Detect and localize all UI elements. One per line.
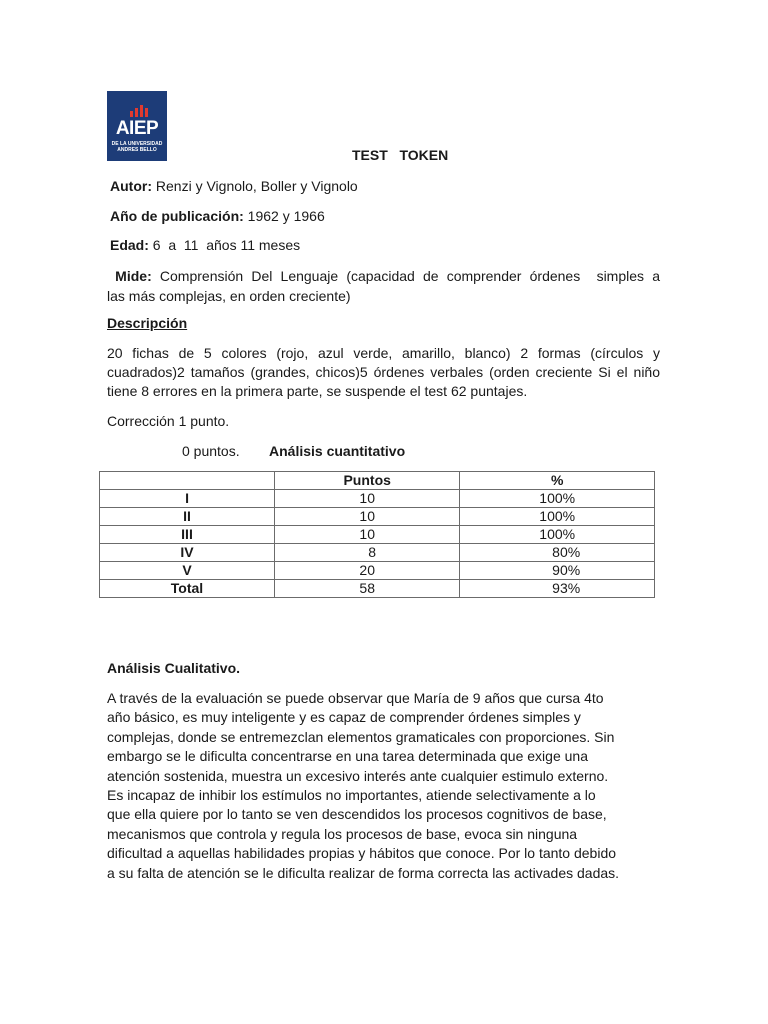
analysis-line: atención sostenida, muestra un excesivo interés ante cualquier estimulo externo. (107, 767, 609, 784)
analisis-cuantitativo-heading: Análisis cuantitativo (269, 443, 406, 459)
row-label: IV (100, 544, 275, 562)
autor-label: Autor: (110, 178, 152, 194)
row-label: II (100, 508, 275, 526)
logo-bars-icon (130, 105, 152, 117)
analysis-line: dificultad a aquellas habilidades propias y hábitos que conoce. Por lo tanto debido (107, 845, 617, 862)
analysis-line: mecanismos que controla y regula los procesos de base, evoca sin ninguna (107, 825, 578, 842)
aiep-logo (107, 91, 167, 161)
table-row (100, 580, 655, 598)
edad-field (110, 237, 300, 253)
cero-puntos-text: 0 puntos. (182, 443, 240, 459)
row-label: V (100, 562, 275, 580)
row-label: Total (100, 580, 275, 598)
mide-value-line1: Comprensión Del Lenguaje (capacidad de comprender órdenes simples a (151, 268, 660, 284)
row-label: III (100, 526, 275, 544)
descripcion-heading: Descripción (107, 315, 188, 331)
analysis-line: embargo se le dificulta concentrarse en una tarea determinada que exige una (107, 748, 588, 765)
logo-brand-text: AIEP (115, 118, 159, 139)
table-row (100, 508, 655, 526)
correccion-text: Corrección 1 punto. (107, 413, 230, 429)
row-percent: 93% (460, 580, 655, 598)
descripcion-text: 20 fichas de 5 colores (rojo, azul verde, amarillo, blanco) 2 formas (círculos y cuadrados)2 tamaños (grandes, chicos)5 órdenes verbales (orden creciente Si el niño tiene 8 errores en la primera parte, se suspende el test 62 puntajes. (107, 345, 660, 399)
edad-label: Edad: (110, 237, 149, 253)
mide-label: Mide: (107, 268, 152, 284)
analysis-line: a su falta de atención se le dificulta realizar de forma correcta las activades dadas. (107, 864, 620, 881)
mide-value-line2: las más complejas, en orden creciente) (107, 288, 351, 304)
mide-field (107, 266, 660, 306)
table-header-cell: % (460, 472, 655, 490)
table-row (100, 544, 655, 562)
analysis-line: que ella quiere por lo tanto se ven descendidos los procesos cognitivos de base, (107, 806, 607, 823)
table-header-cell (100, 472, 275, 490)
row-puntos: 58 (275, 580, 460, 598)
analysis-line: A través de la evaluación se puede observar que María de 9 años que cursa 4to (107, 690, 604, 706)
edad-value: 6 a 11 años 11 meses (148, 237, 301, 253)
analisis-cualitativo-text (107, 689, 662, 883)
row-percent: 90% (460, 562, 655, 580)
anio-field (110, 208, 325, 224)
row-percent: 100% (460, 526, 655, 544)
logo-subtitle: DE LA UNIVERSIDAD ANDRES BELLO (111, 141, 163, 153)
autor-field (110, 178, 358, 194)
row-puntos: 8 (275, 544, 460, 562)
row-puntos: 10 (275, 526, 460, 544)
analysis-line: año básico, es muy inteligente y es capaz de comprender órdenes simples y (107, 709, 581, 726)
table-row (100, 526, 655, 544)
table-row (100, 490, 655, 508)
row-label: I (100, 490, 275, 508)
results-table (99, 471, 655, 598)
row-percent: 80% (460, 544, 655, 562)
analysis-line: Es incapaz de inhibir los estímulos no importantes, atiende selectivamente a lo (107, 787, 596, 804)
table-row (100, 562, 655, 580)
row-puntos: 10 (275, 490, 460, 508)
row-percent: 100% (460, 508, 655, 526)
analysis-line: complejas, donde se entremezclan elementos gramaticales con proporciones. Sin (107, 728, 615, 745)
table-header-cell: Puntos (275, 472, 460, 490)
anio-label: Año de publicación: (110, 208, 244, 224)
row-puntos: 20 (275, 562, 460, 580)
anio-value: 1962 y 1966 (243, 208, 325, 224)
autor-value: Renzi y Vignolo, Boller y Vignolo (152, 178, 358, 194)
row-percent: 100% (460, 490, 655, 508)
table-header-row (100, 472, 655, 490)
analisis-cualitativo-heading: Análisis Cualitativo. (107, 660, 241, 676)
row-puntos: 10 (275, 508, 460, 526)
document-title: TEST TOKEN (352, 147, 449, 163)
